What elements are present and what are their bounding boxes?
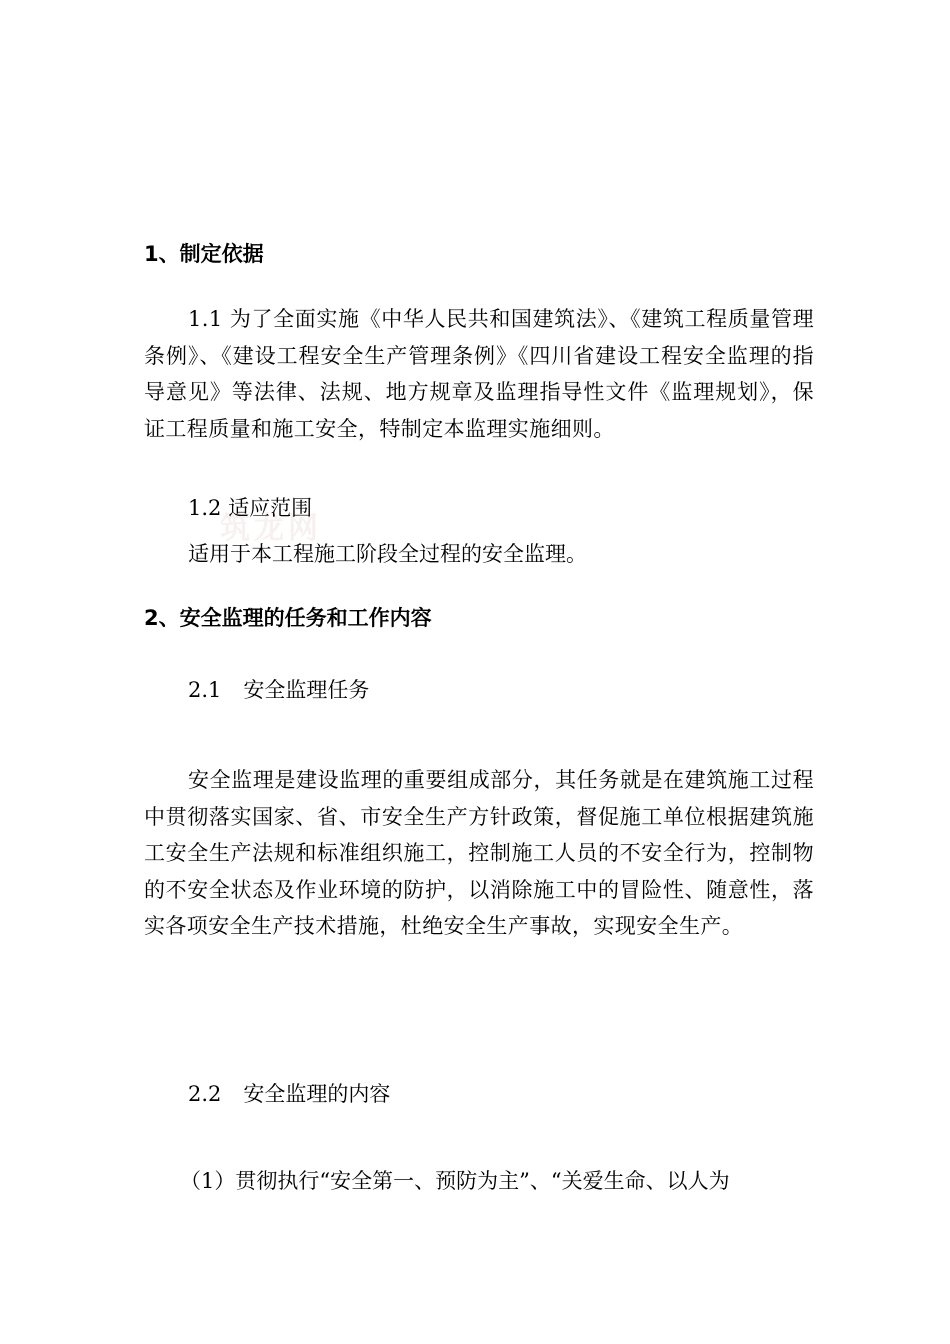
section-1-2-text: 适用于本工程施工阶段全过程的安全监理。 <box>188 542 587 566</box>
section-2-1-title-text: 安全监理任务 <box>243 678 370 702</box>
section-1-2-title: 1.2 适应范围 <box>188 496 313 520</box>
section-1-1-paragraph: 1.1 为了全面实施《中华人民共和国建筑法》、《建筑工程质量管理条例》、《建设工程安全生产管理条例》《四川省建设工程安全监理的指导意见》等法律、法规、地方规章及监理指导性文件《监理规划》，保证工程质量和施工安全，特制定本监理实施细则。 <box>144 307 814 441</box>
section-2-2-item-1: （1）贯彻执行“安全第一、预防为主”、“关爱生命、以人为 <box>180 1169 730 1193</box>
section-1-heading: 1、制定依据 <box>144 242 264 266</box>
section-2-1-title <box>188 676 369 704</box>
watermark: 筑龙网 <box>220 511 322 546</box>
section-2-2-title-text: 安全监理的内容 <box>243 1082 391 1106</box>
section-2-1-number: 2.1 <box>188 678 222 702</box>
section-2-heading: 2、安全监理的任务和工作内容 <box>144 606 432 630</box>
section-2-1-paragraph: 安全监理是建设监理的重要组成部分，其任务就是在建筑施工过程中贯彻落实国家、省、市安全生产方针政策，督促施工单位根据建筑施工安全生产法规和标准组织施工，控制施工人员的不安全行为，控制物的不安全状态及作业环境的防护，以消除施工中的冒险性、随意性，落实各项安全生产技术措施，杜绝安全生产事故，实现安全生产。 <box>144 768 814 938</box>
section-2-2-title <box>188 1080 390 1108</box>
section-2-2-number: 2.2 <box>188 1082 222 1106</box>
